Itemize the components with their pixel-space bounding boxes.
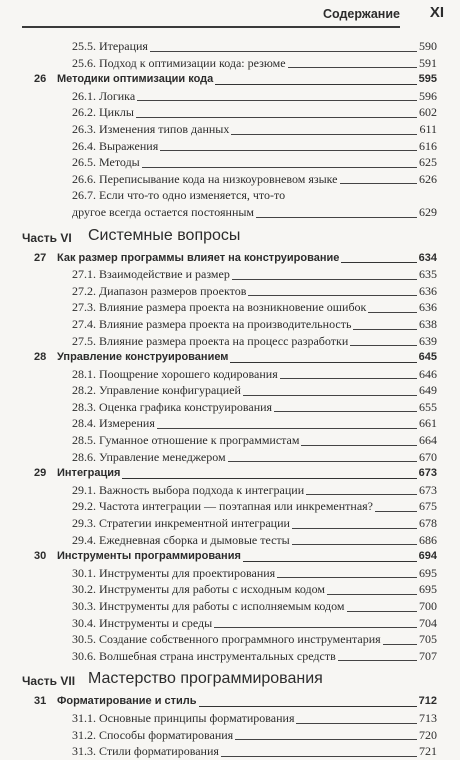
section-entry[interactable]	[0, 154, 460, 171]
section-page: 664	[419, 433, 437, 448]
chapter-number: 30	[34, 550, 47, 563]
section-title: 29.2. Частота интеграции — поэтапная или инкрементная?	[72, 499, 374, 514]
section-page: 670	[419, 449, 437, 464]
chapter-title: Как размер программы влияет на конструирование	[57, 250, 341, 267]
section-title: 29.1. Важность выбора подхода к интеграции	[72, 482, 305, 497]
section-page: 639	[419, 333, 437, 348]
part-number: Часть VI	[22, 230, 72, 245]
section-entry[interactable]	[0, 266, 460, 283]
section-title: 31.2. Способы форматирования	[72, 727, 234, 742]
section-entry[interactable]	[0, 171, 460, 188]
part-number: Часть VII	[22, 674, 76, 689]
section-title-continued: другое всегда остается постоянным	[72, 204, 255, 219]
section-entry[interactable]	[0, 382, 460, 399]
section-title: 28.3. Оценка графика конструирования	[72, 399, 273, 414]
section-page: 591	[419, 55, 437, 70]
part-title: Мастерство программирования	[88, 670, 323, 688]
section-page: 602	[419, 105, 437, 120]
section-title: 30.6. Волшебная страна инструментальных средств	[72, 648, 336, 663]
section-title: 28.6. Управление менеджером	[72, 449, 226, 464]
page-header	[0, 0, 460, 34]
section-entry[interactable]	[0, 104, 460, 121]
section-title: 26.4. Выражения	[72, 138, 159, 153]
section-title: 27.2. Диапазон размеров проектов	[72, 283, 247, 298]
section-title: 27.4. Влияние размера проекта на производительность	[72, 316, 352, 331]
section-title: 30.1. Инструменты для проектирования	[72, 565, 276, 580]
section-page: 625	[419, 155, 437, 170]
section-title: 25.5. Итерация	[72, 39, 148, 53]
section-entry[interactable]	[0, 88, 460, 105]
section-entry[interactable]	[0, 399, 460, 416]
section-entry[interactable]	[0, 316, 460, 333]
section-entry[interactable]	[0, 432, 460, 449]
section-entry[interactable]	[0, 631, 460, 648]
section-page: 721	[419, 744, 437, 759]
section-entry[interactable]	[0, 366, 460, 383]
section-entry[interactable]	[0, 515, 460, 532]
section-title: 25.6. Подход к оптимизации кода: резюме	[72, 55, 286, 70]
section-title: 26.2. Циклы	[72, 105, 134, 120]
section-title: 31.3. Стили форматирования	[72, 744, 219, 759]
section-page: 646	[419, 366, 437, 381]
section-page: 695	[419, 565, 437, 580]
section-entry[interactable]	[0, 710, 460, 727]
section-entry[interactable]	[0, 333, 460, 350]
section-title: 28.1. Поощрение хорошего кодирования	[72, 366, 278, 381]
chapter-page: 673	[417, 465, 437, 482]
section-page: 695	[419, 582, 437, 597]
section-title: 29.4. Ежедневная сборка и дымовые тесты	[72, 532, 290, 547]
section-page: 673	[419, 482, 437, 497]
part-heading	[0, 668, 460, 692]
section-page: 638	[419, 316, 437, 331]
section-title: 28.4. Измерения	[72, 416, 155, 431]
section-title: 30.5. Создание собственного программного инструментария	[72, 632, 381, 647]
page-number: XI	[429, 4, 444, 21]
section-title: 28.2. Управление конфигурацией	[72, 383, 241, 398]
section-page: 616	[419, 138, 437, 153]
chapter-number: 28	[34, 351, 47, 364]
section-entry[interactable]	[0, 648, 460, 665]
section-page: 626	[419, 171, 437, 186]
section-page: 675	[419, 499, 437, 514]
section-entry[interactable]	[0, 415, 460, 432]
section-entry[interactable]	[0, 615, 460, 632]
chapter-page: 712	[417, 693, 437, 710]
section-entry[interactable]	[0, 581, 460, 598]
chapter-title: Инструменты программирования	[57, 548, 243, 565]
chapter-title: Методики оптимизации кода	[57, 71, 215, 88]
section-page: 686	[419, 532, 437, 547]
section-page: 629	[419, 204, 437, 219]
chapter-entry[interactable]	[0, 693, 460, 710]
chapter-number: 29	[34, 467, 47, 480]
section-title: 26.3. Изменения типов данных	[72, 121, 230, 136]
section-entry[interactable]	[0, 498, 460, 515]
chapter-title: Интеграция	[57, 465, 122, 482]
header-rule	[22, 26, 400, 28]
section-entry[interactable]	[0, 299, 460, 316]
section-page: 705	[419, 632, 437, 647]
chapter-entry[interactable]	[0, 465, 460, 482]
section-entry[interactable]	[0, 743, 460, 760]
section-page: 661	[419, 416, 437, 431]
section-title: 30.2. Инструменты для работы с исходным кодом	[72, 582, 325, 597]
part-heading	[0, 225, 460, 249]
section-title: 30.4. Инструменты и среды	[72, 615, 213, 630]
chapter-entry[interactable]	[0, 349, 460, 366]
section-entry-continued[interactable]	[0, 204, 460, 221]
section-entry[interactable]	[0, 727, 460, 744]
chapter-number: 27	[34, 251, 47, 264]
section-entry[interactable]	[0, 449, 460, 466]
section-page: 707	[419, 648, 437, 663]
chapter-page: 634	[417, 250, 437, 267]
section-page: 596	[419, 88, 437, 103]
section-title: 27.5. Влияние размера проекта на процесс разработки	[72, 333, 349, 348]
chapter-page: 645	[417, 349, 437, 366]
section-title: 27.1. Взаимодействие и размер	[72, 267, 230, 282]
chapter-number: 26	[34, 73, 47, 86]
chapter-title: Управление конструированием	[57, 349, 230, 366]
section-title: 31.1. Основные принципы форматирования	[72, 710, 295, 725]
section-title: 30.3. Инструменты для работы с исполняемым кодом	[72, 599, 345, 613]
section-page: 655	[419, 399, 437, 414]
chapter-entry[interactable]	[0, 71, 460, 88]
section-page: 635	[419, 267, 437, 282]
section-entry[interactable]	[0, 121, 460, 138]
section-page: 704	[419, 615, 437, 630]
section-page: 611	[419, 121, 437, 136]
section-page: 720	[419, 727, 437, 742]
section-entry[interactable]	[0, 482, 460, 499]
section-page: 590	[419, 39, 437, 53]
chapter-page: 694	[417, 548, 437, 565]
section-entry[interactable]	[0, 565, 460, 582]
section-page: 678	[419, 516, 437, 531]
section-title: 26.6. Переписывание кода на низкоуровневом языке	[72, 171, 338, 186]
section-entry[interactable]	[0, 598, 460, 615]
section-entry[interactable]	[0, 38, 460, 55]
chapter-entry[interactable]	[0, 250, 460, 267]
section-entry[interactable]	[0, 138, 460, 155]
section-title: 27.3. Влияние размера проекта на возникновение ошибок	[72, 300, 367, 315]
section-page: 636	[419, 283, 437, 298]
section-title: 26.1. Логика	[72, 88, 136, 103]
section-entry[interactable]	[0, 283, 460, 300]
section-title: 26.7. Если что-то одно изменяется, что-то	[72, 188, 286, 203]
chapter-entry[interactable]	[0, 548, 460, 565]
section-title: 26.5. Методы	[72, 155, 140, 170]
section-title: 28.5. Гуманное отношение к программистам	[72, 433, 300, 448]
section-title: 29.3. Стратегии инкрементной интеграции	[72, 516, 290, 531]
section-page: 649	[419, 383, 437, 398]
section-entry[interactable]	[0, 55, 460, 72]
table-of-contents	[0, 38, 460, 760]
section-page: 700	[419, 599, 437, 613]
section-page: 713	[419, 710, 437, 725]
chapter-title: Форматирование и стиль	[57, 693, 199, 710]
section-page: 636	[419, 300, 437, 315]
section-entry[interactable]	[0, 187, 460, 204]
chapter-page: 595	[417, 71, 437, 88]
running-title: Содержание	[322, 7, 400, 21]
part-title: Системные вопросы	[88, 226, 241, 244]
chapter-number: 31	[34, 695, 47, 708]
section-entry[interactable]	[0, 532, 460, 549]
